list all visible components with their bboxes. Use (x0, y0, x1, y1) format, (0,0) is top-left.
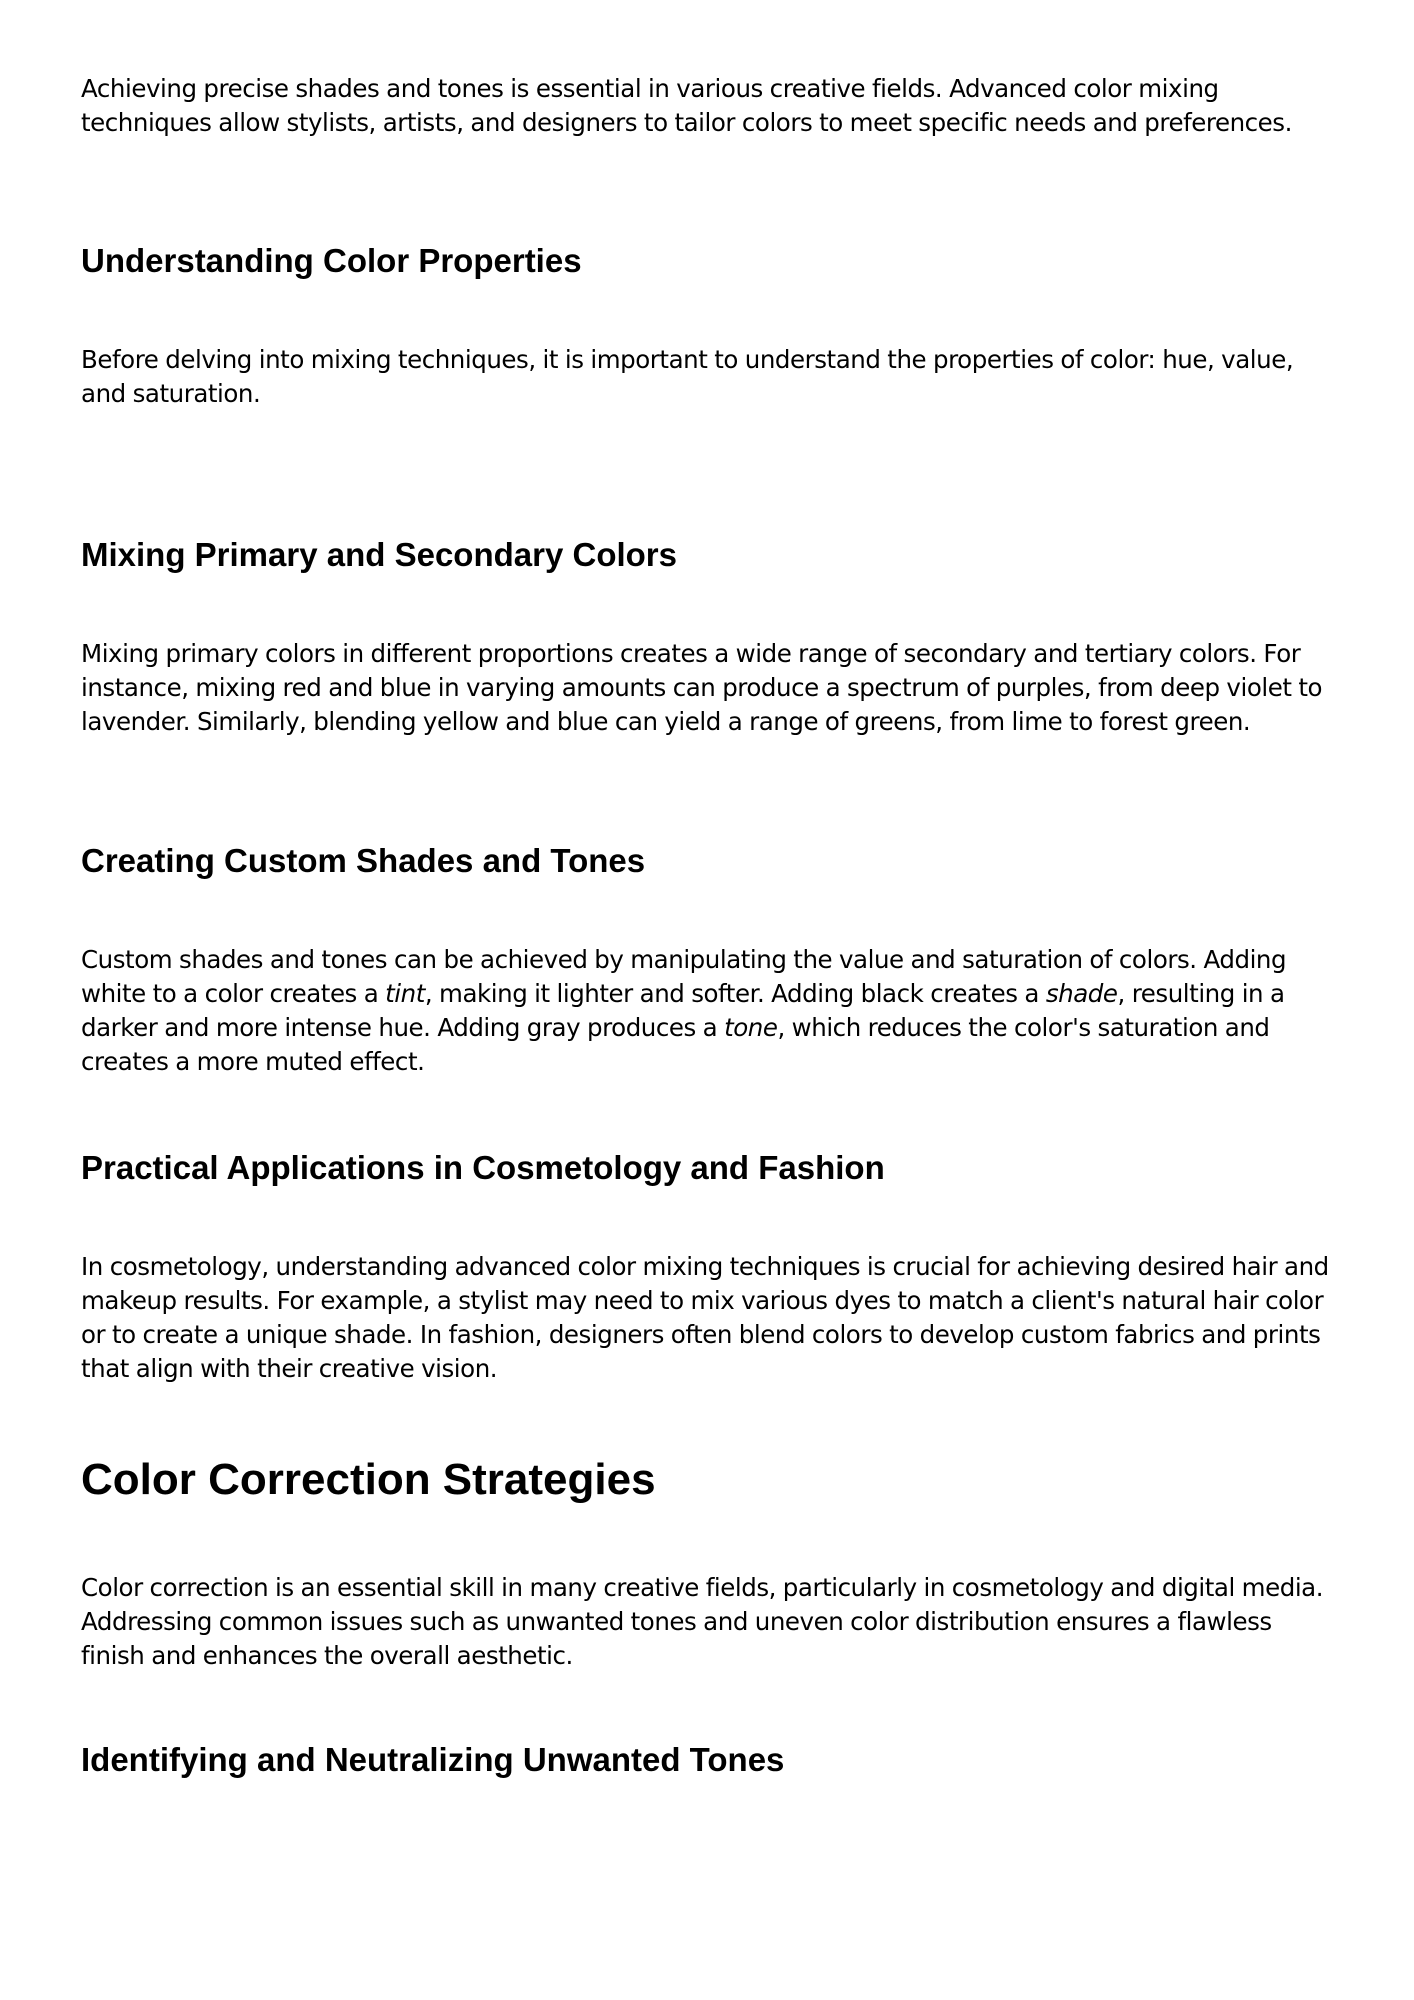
heading-neutralizing-unwanted-tones: Identifying and Neutralizing Unwanted Tones (81, 1741, 785, 1778)
text-segment: , resulting in a darker and more intense hue. Adding gray produces a (81, 979, 1285, 1042)
paragraph-practical-applications: In cosmetology, understanding advanced color mixing techniques is crucial for achieving desired hair and makeup results. For example, a stylist may need to mix various dyes to match a client's natural hair color or to create a unique shade. In fashion, designers often blend colors to develop custom fabrics and prints that align with their creative vision. (81, 1252, 1329, 1383)
paragraph-color-properties: Before delving into mixing techniques, it is important to understand the properties of color: hue, value, and saturation. (81, 345, 1294, 408)
term-tint: tint (385, 979, 425, 1008)
term-shade: shade (1045, 979, 1118, 1008)
paragraph-color-correction: Color correction is an essential skill in many creative fields, particularly in cosmetology and digital media. Addressing common issues such as unwanted tones and uneven color distribution ensures a flawless finish and enhances the overall aesthetic. (81, 1573, 1324, 1670)
heading-custom-shades-tones: Creating Custom Shades and Tones (81, 842, 646, 879)
heading-understanding-color-properties: Understanding Color Properties (81, 242, 582, 279)
term-tone: tone (724, 1013, 778, 1042)
paragraph-custom-shades-tones (81, 943, 1333, 1079)
heading-mixing-primary-secondary: Mixing Primary and Secondary Colors (81, 536, 677, 573)
chapter-title-color-correction: Color Correction Strategies (81, 1455, 656, 1504)
text-segment: , which reduces the color's saturation and creates a more muted effect. (81, 1013, 1270, 1076)
paragraph-mixing-primary-secondary: Mixing primary colors in different proportions creates a wide range of secondary and tertiary colors. For instance, mixing red and blue in varying amounts can produce a spectrum of purples, from deep violet to lavender. Similarly, blending yellow and blue can yield a range of greens, from lime to forest green. (81, 639, 1323, 736)
intro-paragraph: Achieving precise shades and tones is essential in various creative fields. Advanced color mixing techniques allow stylists, artists, and designers to tailor colors to meet specific needs and preferences. (81, 74, 1292, 137)
heading-practical-applications: Practical Applications in Cosmetology and Fashion (81, 1149, 885, 1186)
text-segment: Custom shades and tones can be achieved by manipulating the value and saturation of colors. Adding white to a color creates a (81, 945, 1287, 1008)
text-segment: , making it lighter and softer. Adding black creates a (424, 979, 1046, 1008)
